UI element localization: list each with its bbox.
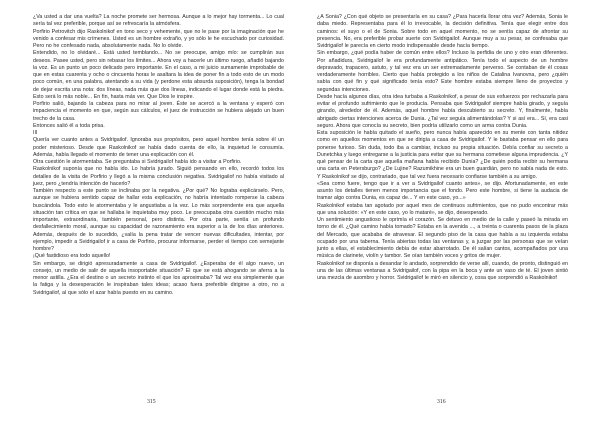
paragraph: ¡Qué fastidioso era todo aquello! (33, 253, 111, 260)
paragraph: Raskolnikof se disponía a desandar lo andado, sorprendido de verse allí, cuando, de pronto, distinguió en una de las últimas ventanas a Svidrigailof, con la pipa en la boca y ante un vaso de té. El joven sintió una mezcla de asombro y horror. Svidrigailof le miró en silencio y, cosa que sorprendió a Raskolnikof (317, 260, 568, 281)
paragraph: Raskolnikof estaba tan agotado por aquel mes de continuos sufrimientos, que no pudo encontrar más que una solución: «Y en este caso, yo lo mataré», se dijo, desesperado. (317, 202, 568, 216)
paragraph: Entendido, no lo olvidaré... Está usted temblando... No se preocupe, amigo mío: se cumplirán sus deseos. Pasee usted, pero sin rebasar los límites... Ahora voy a hacerle un último ruego, añadió bajando la voz. Es un punto un poco delicado pero importante. En el caso, a mi juicio sumamente improbable de que en estas cuarenta y ocho o cincuenta horas le asaltara la idea de poner fin a todo esto de un modo poco común, en una palabra, atentando a su vida (y perdone esta absurda suposición), tenga la bondad de dejar escrita una nota: dos líneas, nada más que dos líneas, indicando el lugar donde está la piedra. Esto será lo más noble... En fin, hasta más ver. Que Dios le inspire. (33, 50, 284, 100)
paragraph: Sin embargo, se dirigió apresuradamente a casa de Svidrigailof. ¿Esperaba de él algo nuevo, un consejo, un medio de salir de aquella insoportable situación? El que se está ahogando se aferra a la menor astilla. ¿Era el destino o un secreto instinto el que los aproximaba? Tal vez era simplemente que la fatiga y la desesperación le inspiraban tales ideas; acaso fuera preferible dirigirse a otro, no a Svidrigailof, al que sólo el azar había puesto en su camino. (33, 260, 284, 296)
paragraph: Desde hacía algunos días, otra idea turbaba a Raskolnikof, a pesar de sus esfuerzos por rechazarla para evitar el profundo sufrimiento que le producía. Pensaba que Svidrigailof siempre había girado, y seguía girando, alrededor de él. Además, aquel hombre había descubierto su secreto. Y, finalmente, había abrigado ciertas intenciones acerca de Dunia. ¿Tal vez seguía alimentándolas? Y si así era... Sí, era casi seguro. Ahora que conocía su secreto, bien podría utilizarlo como un arma contra Dunia. (317, 93, 568, 129)
paragraph: Porfirio Petrovitch dijo Raskolnikof en tono seco y vehemente, que no le pase por la imaginación que he venido a confesar mis crímenes. Usted es un hombre extraño, y yo sólo le he escuchado por curiosidad. Pero no he confesado nada, absolutamente nada. No lo olvide. (33, 28, 284, 49)
page-number: 315 (147, 399, 156, 405)
paragraph: Entonces salió él a toda prisa. (33, 122, 105, 129)
paragraph: Sin embargo, ¿qué podía haber de común entre ellos? Incluso la perfidia de uno y otro eran diferentes. Por añadidura, Svidrigailof le era profundamente antipático. Tenía todo el aspecto de un hombre depravado, trapacero, astuto, y tal vez era un ser extremadamente perverso. Se contaban de él cosas verdaderamente horribles. Cierto que había protegido a los niños de Catalina Ivanovna, pero ¿quién sabía con qué fin y qué significado tenía esto? Este hombre estaba siempre lleno de proyectos y segundas intenciones. (317, 50, 568, 93)
chapter-heading: III (33, 130, 38, 136)
page-number: 316 (437, 399, 446, 405)
paragraph: Quería ver cuanto antes a Svidrigailof. Ignoraba sus propósitos, pero aquel hombre tenía sobre él un poder misterioso. Desde que Raskolnikof se había dado cuenta de ello, la inquietud le consumía. Además, había llegado el momento de tener una explicación con él. (33, 137, 284, 158)
right-page-text (317, 14, 568, 282)
paragraph: Esta suposición le había quitado el sueño, pero nunca había aparecido en su mente con tanta nitidez como en aquellos momentos en que se dirigía a casa de Svidrigailof. Y le bastaba pensar en ello para ponerse furioso. Sin duda, todo iba a cambiar, incluso su propia situación. Debía confiar su secreto a Dunetchka y luego entregarse a la justicia para evitar que su hermana cometiese alguna imprudencia. ¿Y qué pensar de la carta que aquella mañana había recibido Dunia? ¿De quién podía recibir su hermana una carta en Petersburgo? ¿De Lujine? Razumikhine era un buen guardián, pero no sabía nada de esto. Y Raskolnikof se dijo, contrariado, que tal vez fuera necesario confiarse también a su amigo. (317, 130, 568, 180)
right-page (300, 0, 600, 424)
paragraph: Porfirio salió, bajando la cabeza para no mirar al joven. Éste se acercó a la ventana y esperó con impaciencia el momento en que, según sus cálculos, el juez de instrucción se hubiera alejado un buen trecho de la casa. (33, 101, 284, 122)
paragraph: Raskolnikof suponía que no había ido. Lo habría jurado. Siguió pensando en ello, recordó todos los detalles de la visita de Porfirio y llegó a la misma conclusión negativa. Svidrigailof no había visitado al juez, pero ¿tendría intención de hacerlo? (33, 166, 284, 187)
paragraph: ¿A Sonia? ¿Con qué objeto se presentaría en su casa? ¿Para hacerla llorar otra vez? Además, Sonia le daba miedo. Representaba para él lo irrevocable, la decisión definitiva. Tenía que elegir entre dos caminos: el suyo o el de Sonia. Sobre todo en aquel momento, no se sentía capaz de afrontar su presencia. No, era preferible probar suerte con Svidrigailof. Aunque muy a su pesar, se confesaba que Svidrigailof le parecía en cierto modo indispensable desde hacía tiempo. (317, 14, 568, 49)
paragraph: ¿Va usted a dar una vuelta? La noche promete ser hermosa. Aunque a lo mejor hay tormenta... Lo cual sería tal vez preferible, porque así se refrescaría la atmósfera. (33, 14, 284, 28)
left-page-text (33, 14, 284, 297)
paragraph: También respecto a este punto se inclinaba por la negativa. ¿Por qué? No lograba explicárselo. Pero, aunque se hubiera sentido capaz de hallar esta explicación, no habría intentado romperse la cabeza buscándola. Todo esto le atormentaba y le angustiaba a la vez. Lo más sorprendente era que aquella situación tan crítica en que se hallaba le inquietaba muy poco. Le preocupaba otra cuestión mucho más importante, extraordinaria, también personal, pero distinta. Por otra parte, sentía un profundo desfallecimiento moral, aunque su capacidad de razonamiento era superior a la de los días anteriores. Además, después de lo sucedido, ¿valía la pena tratar de vencer nuevas dificultades, intentar, por ejemplo, impedir a Svidrigailof ir a casa de Porfirio, procurar informarse, perder el tiempo con semejante hombre? (33, 188, 284, 252)
paragraph: «Sea como fuere, tengo que ir a ver a Svidrigailof cuanto antes», se dijo. Afortunadamente, en este asunto los detalles tienen menos importancia que el fondo. Pero este hombre, si tiene la audacia de tramar algo contra Dunia, es capaz de... Y en este caso, yo...» (317, 180, 568, 202)
paragraph: Otra cuestión le atormentaba. Se preguntaba si Svidrigailof había ido a visitar a Porfirio. (33, 159, 242, 165)
paragraph: Un sentimiento angustioso le oprimía el corazón. Se detuvo en medio de la calle y paseó la mirada en torno de él. ¿Qué camino había tomado? Estaba en la avenida ..., a treinta o cuarenta pasos de la plaza del Mercado, que acababa de atravesar. El segundo piso de la casa que había a su izquierda estaba ocupado por una taberna. Tenía abiertas todas las ventanas y, a juzgar por las personas que se veían junto a ellas, el establecimiento debía de estar abarrotado. De él salían cantos, acompañados por una música de clarinete, violín y tambor. Se oían también voces y gritos de mujer. (317, 217, 568, 260)
